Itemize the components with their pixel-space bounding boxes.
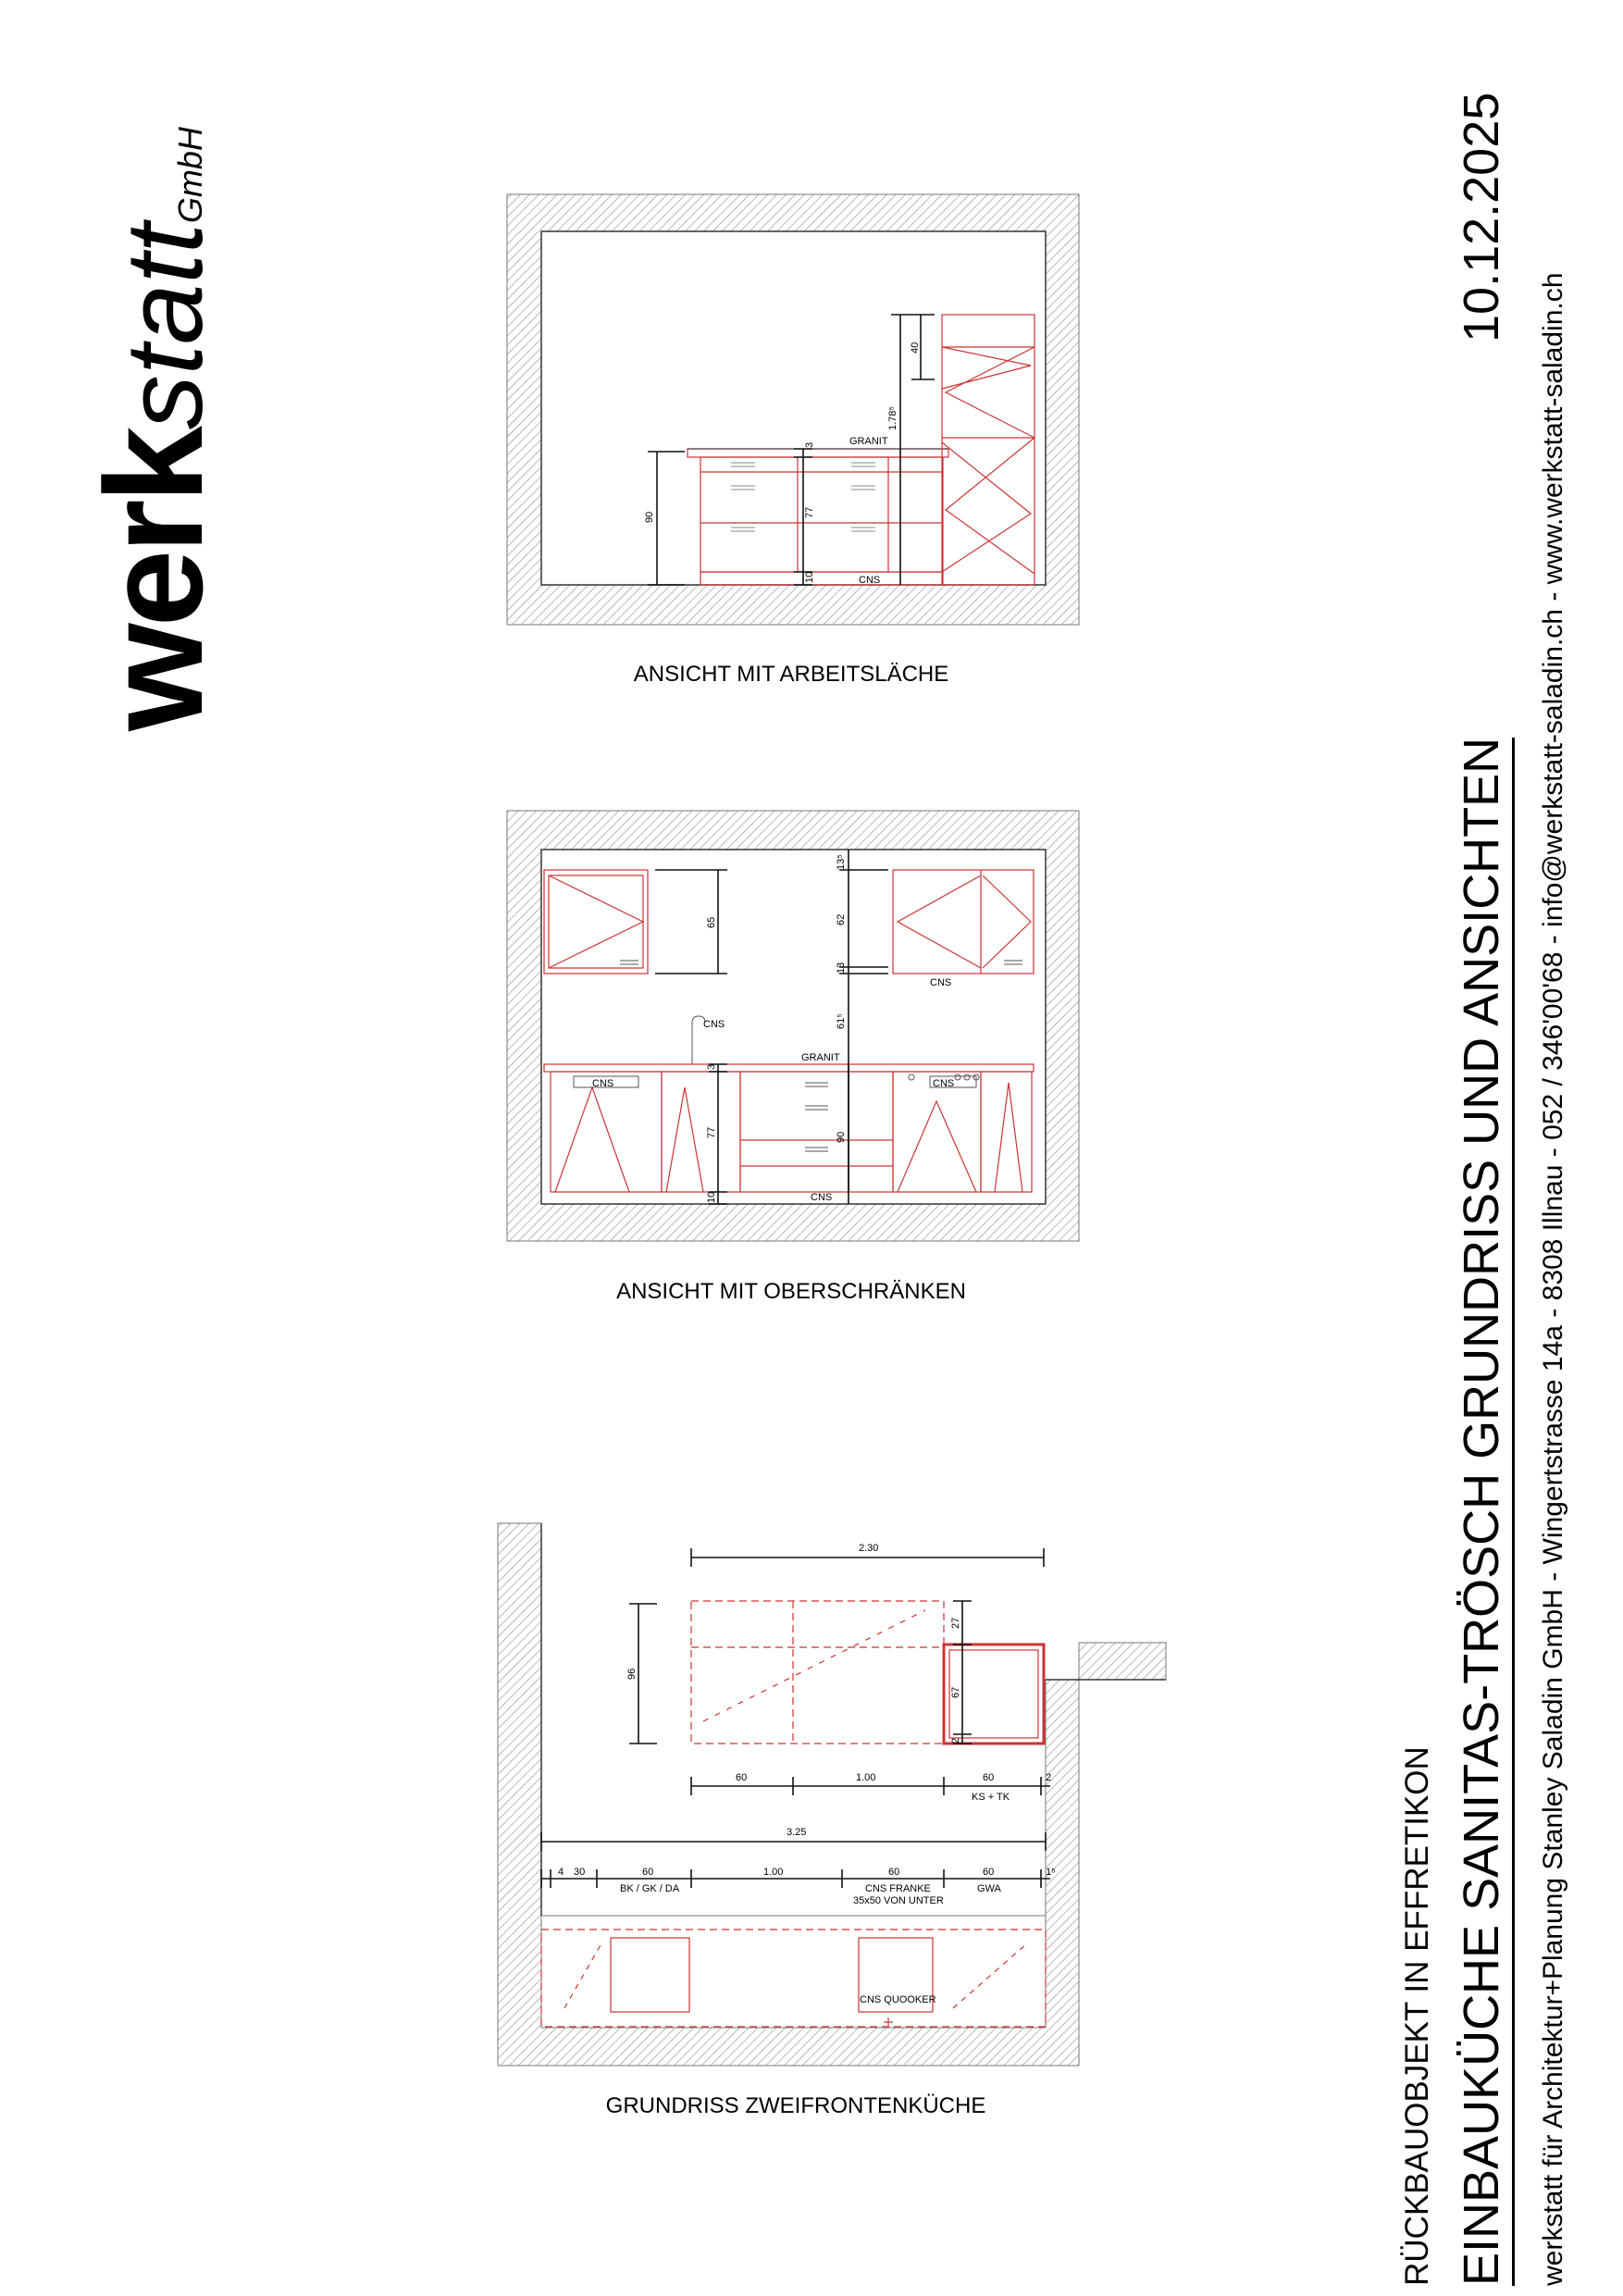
dim-67: 67 <box>950 1686 961 1698</box>
label-franke-size: 35x50 VON UNTER <box>853 1895 944 1906</box>
dim-90: 90 <box>644 511 655 523</box>
dim-62: 62 <box>836 913 847 925</box>
label-cns-sink: CNS <box>592 1078 614 1089</box>
drawing-date: 10.12.2025 <box>1454 92 1509 342</box>
dim-c60c: 60 <box>983 1867 995 1878</box>
label-granit: GRANIT <box>849 436 888 447</box>
dim-325: 3.25 <box>787 1827 807 1838</box>
dim-10: 10 <box>804 571 815 583</box>
label-cns-quooker: CNS QUOOKER <box>860 1994 936 2005</box>
dim-96: 96 <box>626 1668 638 1680</box>
dim-90: 90 <box>836 1131 847 1143</box>
label-cns: CNS <box>859 575 881 586</box>
dim-c60b: 60 <box>888 1867 900 1878</box>
dim-77: 77 <box>804 506 815 518</box>
view-upper-cabinets-elevation <box>507 811 1079 1241</box>
dim-40: 40 <box>910 341 921 354</box>
label-gwa: GWA <box>977 1883 1001 1894</box>
label-cns-hob: CNS <box>933 1078 955 1089</box>
dim-c30: 30 <box>574 1867 586 1878</box>
dim-3: 3 <box>804 441 815 448</box>
dim-230: 2.30 <box>859 1543 879 1554</box>
caption-view-worktop: ANSICHT MIT ARBEITSLÄCHE <box>633 662 949 687</box>
drawing-title-text: EINBAUKÜCHE SANITAS-TRÖSCH GRUNDRISS UND ANSICHTEN <box>1454 737 1509 2286</box>
company-footer: werkstatt für Architektur+Planung Stanley Saladin GmbH - Wingertstrasse 14a - 8308 Illnau - 052 / 346'00'68 - info@werkstatt-saladin.ch - www.werkstatt-saladin.ch <box>1538 272 1568 2286</box>
dim-135: 13⁵ <box>836 854 847 870</box>
label-granit: GRANIT <box>801 1052 840 1063</box>
label-cns-base: CNS <box>811 1192 833 1203</box>
dim-c60a: 60 <box>642 1867 654 1878</box>
dim-b60a: 60 <box>736 1772 748 1783</box>
dim-b2: 2 <box>1046 1772 1052 1783</box>
dim-27: 27 <box>950 1617 961 1629</box>
project-label: RÜCKBAUOBJEKT IN EFFRETIKON <box>1399 1746 1435 2286</box>
dim-615: 61⁵ <box>836 1013 847 1029</box>
dim-c100: 1.00 <box>763 1867 784 1878</box>
logo-gmbh: GmbH <box>171 127 209 224</box>
dim-2: 2 <box>950 1737 961 1744</box>
logo-statt: statt <box>104 223 226 430</box>
label-cns-tap: CNS <box>703 1019 725 1030</box>
caption-floor-plan: GRUNDRISS ZWEIFRONTENKÜCHE <box>605 2093 986 2118</box>
dim-b100: 1.00 <box>856 1772 876 1783</box>
dim-c4: 4 <box>558 1867 564 1878</box>
logo-werk: werk <box>76 429 231 731</box>
label-ks-tk: KS + TK <box>972 1792 1010 1803</box>
dim-178: 1.78⁵ <box>887 406 898 430</box>
dim-13: 13 <box>836 962 847 974</box>
view-worktop-elevation <box>507 194 1079 625</box>
dim-b60b: 60 <box>983 1772 995 1783</box>
dim-10: 10 <box>706 1191 717 1203</box>
dim-3: 3 <box>706 1063 717 1070</box>
label-cns-upper: CNS <box>930 977 952 988</box>
label-bk-gk-da: BK / GK / DA <box>620 1883 680 1894</box>
dim-c15: 1⁵ <box>1046 1867 1056 1878</box>
dim-77: 77 <box>706 1126 717 1138</box>
caption-view-upper-cabinets: ANSICHT MIT OBERSCHRÄNKEN <box>616 1279 966 1304</box>
floor-plan <box>498 1523 1166 2066</box>
dim-65: 65 <box>706 916 717 928</box>
label-cns-franke: CNS FRANKE <box>865 1883 931 1894</box>
